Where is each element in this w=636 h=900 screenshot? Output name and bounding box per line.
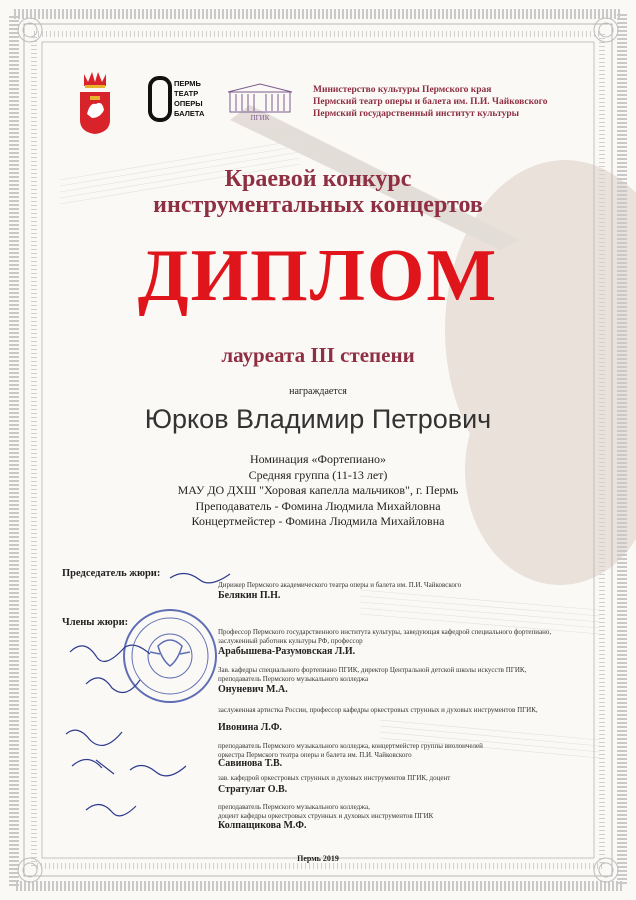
details-nomination: Номинация «Фортепиано» <box>249 452 387 466</box>
jury-member-2-description <box>218 666 526 683</box>
jury-member-4-desc-line-2: оркестра Пермского театра оперы и балета им. П.И. Чайковского <box>218 750 412 759</box>
opera-logo-text-2: ТЕАТР <box>174 89 199 98</box>
details-teacher: Преподаватель - Фомина Людмила Михайловна <box>195 498 441 513</box>
jury-member-1-name: Арабышева-Разумовская Л.И. <box>218 646 356 657</box>
opera-logo-text-1: ПЕРМЬ <box>174 79 201 88</box>
jury-member-3-description <box>218 706 538 715</box>
details-accompanist: Концертмейстер - Фомина Людмила Михайловна <box>191 514 445 528</box>
jury-member-1-desc-line-1: Профессор Пермского государственного института культуры, заведующая кафедрой специального фортепиано, <box>218 628 552 636</box>
jury-member-4-desc-line-1: преподаватель Пермского музыкального колледжа, концертмейстер группы виолончелей <box>218 742 483 750</box>
perm-opera-theatre-logo <box>148 76 208 122</box>
organizations-block <box>313 84 548 120</box>
diploma-heading: ДИПЛОМ <box>137 235 499 317</box>
jury-chair-description: Дирижер Пермского академического театра оперы и балета им. П.И. Чайковского <box>218 581 462 589</box>
recipient-name: Юрков Владимир Петрович <box>144 404 492 434</box>
pgik-institute-logo <box>224 82 296 122</box>
jury-member-6-description <box>218 803 433 820</box>
jury-member-6-desc-line-2: доцент кафедры оркестровых струнных и духовых инструментов ПГИК <box>218 811 434 820</box>
jury-chair-name: Белякин П.Н. <box>218 590 281 601</box>
org-line-3: Пермский государственный институт культуры <box>313 109 520 119</box>
jury-member-3-desc-line-1: заслуженная артистка России, профессор кафедры оркестровых струнных и духовых инструментов ПГИК, <box>218 706 538 714</box>
jury-member-1-desc-line-2: заслуженный работник культуры РФ, профессор <box>218 636 363 645</box>
jury-member-5-name: Стратулат О.В. <box>218 784 288 795</box>
city-year: Пермь 2019 <box>297 854 339 863</box>
jury-member-3-name: Ивонина Л.Ф. <box>218 722 282 733</box>
jury-member-5-description <box>218 774 450 783</box>
jury-member-2-name: Онуневич М.А. <box>218 684 288 695</box>
jury-member-4-description <box>218 742 483 759</box>
org-line-1: Министерство культуры Пермского края <box>313 85 492 95</box>
jury-chair-label: Председатель жюри: <box>62 568 161 579</box>
laureate-degree: лауреата III степени <box>221 343 415 367</box>
official-stamp <box>120 606 220 706</box>
perm-krai-crest-logo <box>78 70 112 136</box>
pgik-logo-text: ПГИК <box>250 114 270 122</box>
org-line-2: Пермский театр оперы и балета им. П.И. Чайковского <box>313 97 548 107</box>
jury-member-6-desc-line-1: преподаватель Пермского музыкального колледжа, <box>218 803 370 811</box>
jury-member-6-name: Колпащикова М.Ф. <box>218 820 307 831</box>
details-school: МАУ ДО ДХШ "Хоровая капелла мальчиков", г. Пермь <box>177 483 459 497</box>
contest-title-line-2: инструментальных концертов <box>153 192 483 218</box>
jury-members-label: Члены жюри: <box>62 617 129 628</box>
jury-member-2-desc-line-2: преподаватель Пермского музыкального колледжа <box>218 674 369 683</box>
jury-member-4-name: Савинова Т.В. <box>218 758 283 769</box>
contest-title-line-1: Краевой конкурс <box>224 166 412 192</box>
jury-member-1-description <box>218 628 551 645</box>
opera-logo-text-4: БАЛЕТА <box>174 109 205 118</box>
awarded-label: награждается <box>289 386 347 397</box>
nomination-details <box>0 452 636 530</box>
jury-member-2-desc-line-1: Зав. кафедры специального фортепиано ПГИК, директор Центральной детской школы искусств ПГИК, <box>218 666 527 674</box>
opera-logo-text-3: ОПЕРЫ <box>174 99 203 108</box>
jury-member-5-desc-line-1: зав. кафедрой оркестровых струнных и духовых инструментов ПГИК, доцент <box>218 774 451 782</box>
details-group: Средняя группа (11-13 лет) <box>248 467 388 482</box>
